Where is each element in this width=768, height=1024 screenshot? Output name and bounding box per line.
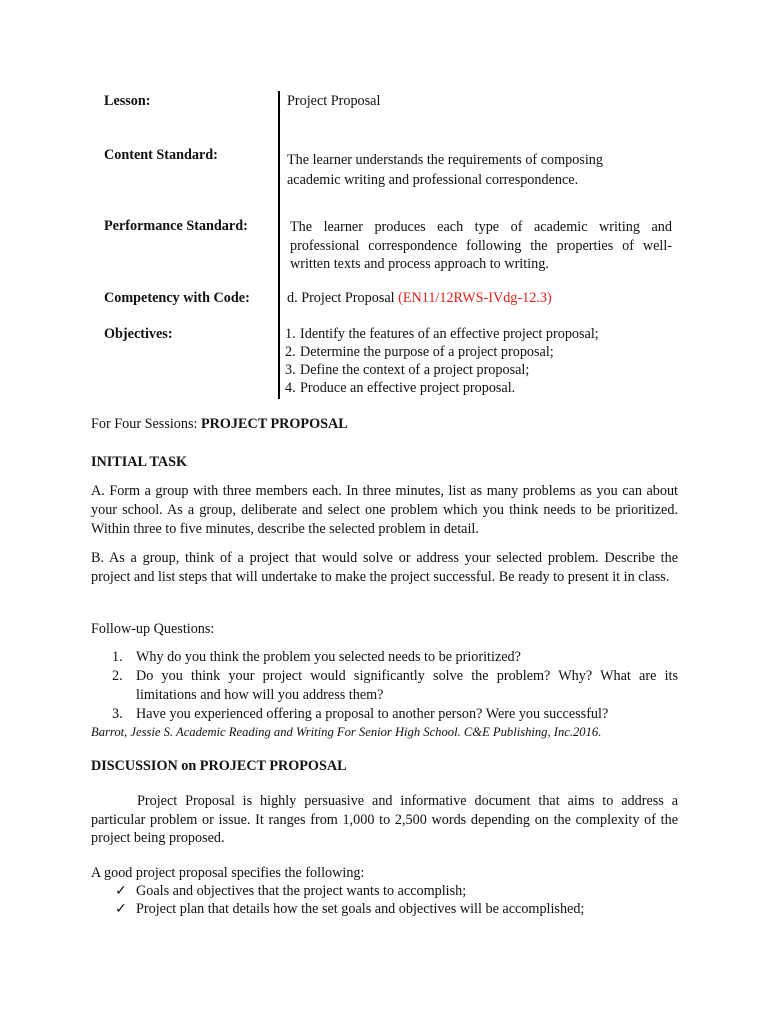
- citation: Barrot, Jessie S. Academic Reading and Writing For Senior High School. C&E Publishing, Inc.2016.: [91, 725, 602, 739]
- checklist-item: Project plan that details how the set goals and objectives will be accomplished;: [136, 901, 585, 917]
- sessions-title: PROJECT PROPOSAL: [200, 416, 348, 432]
- question-number: 2.: [112, 668, 123, 684]
- sessions-line: [91, 415, 348, 434]
- specifies-line: A good project proposal specifies the following:: [91, 865, 365, 881]
- content-standard-label: Content Standard:: [104, 147, 218, 163]
- check-icon: ✓: [115, 901, 127, 917]
- lesson-label: Lesson:: [104, 93, 151, 109]
- discussion-paragraph: Project Proposal is highly persuasive and informative document that aims to address a particular problem or issue. It ranges from 1,000 to 2,500 words depending on the complexity of the project being proposed.: [91, 793, 678, 846]
- objective-number: 2.: [285, 344, 296, 360]
- question-text: Have you experienced offering a proposal to another person? Were you successful?: [136, 706, 609, 722]
- discussion-heading: DISCUSSION on PROJECT PROPOSAL: [91, 758, 347, 774]
- competency-value: [287, 289, 552, 308]
- performance-standard-value: The learner produces each type of academic writing and professional correspondence following the properties of well-written texts and process approach to writing.: [290, 219, 672, 272]
- question-text: Why do you think the problem you selected needs to be prioritized?: [136, 649, 521, 665]
- question-number: 1.: [112, 649, 123, 665]
- check-icon: ✓: [115, 883, 127, 899]
- objective-text: Define the context of a project proposal;: [300, 362, 530, 378]
- objectives-label: Objectives:: [104, 326, 173, 342]
- competency-prefix: d. Project Proposal: [287, 290, 399, 306]
- objective-text: Determine the purpose of a project proposal;: [300, 344, 554, 360]
- initial-task-para-a: A. Form a group with three members each. In three minutes, list as many problems as you can about your school. As a group, deliberate and select one problem which you think needs to be prioritized. Within three to five minutes, describe the selected problem in detail.: [91, 483, 678, 537]
- objective-text: Identify the features of an effective project proposal;: [300, 326, 599, 342]
- performance-standard-label: Performance Standard:: [104, 218, 248, 234]
- followup-label: Follow-up Questions:: [91, 621, 215, 637]
- lesson-value: Project Proposal: [287, 93, 381, 109]
- objective-number: 1.: [285, 326, 296, 342]
- objective-number: 3.: [285, 362, 296, 378]
- sessions-prefix: For Four Sessions:: [91, 416, 201, 432]
- objective-text: Produce an effective project proposal.: [300, 380, 516, 396]
- competency-label: Competency with Code:: [104, 290, 250, 306]
- question-text: Do you think your project would significantly solve the problem? Why? What are its limitations and how will you address them?: [136, 668, 678, 703]
- objective-item: [285, 343, 685, 362]
- competency-code: (EN11/12RWS-IVdg-12.3): [398, 290, 552, 306]
- initial-task-heading: INITIAL TASK: [91, 454, 188, 470]
- content-standard-line-1: The learner understands the requirements of composing: [287, 152, 603, 168]
- initial-task-para-b: B. As a group, think of a project that would solve or address your selected problem. Describe the project and list steps that will undertake to make the project successful. Be ready to present it in class.: [91, 550, 678, 585]
- question-number: 3.: [112, 706, 123, 722]
- objective-item: [285, 325, 685, 344]
- checklist-item: Goals and objectives that the project wants to accomplish;: [136, 883, 467, 899]
- table-divider: [278, 91, 280, 399]
- objective-number: 4.: [285, 380, 296, 396]
- objective-item: [285, 379, 685, 398]
- content-standard-line-2: academic writing and professional correspondence.: [287, 172, 579, 188]
- objective-item: [285, 361, 685, 380]
